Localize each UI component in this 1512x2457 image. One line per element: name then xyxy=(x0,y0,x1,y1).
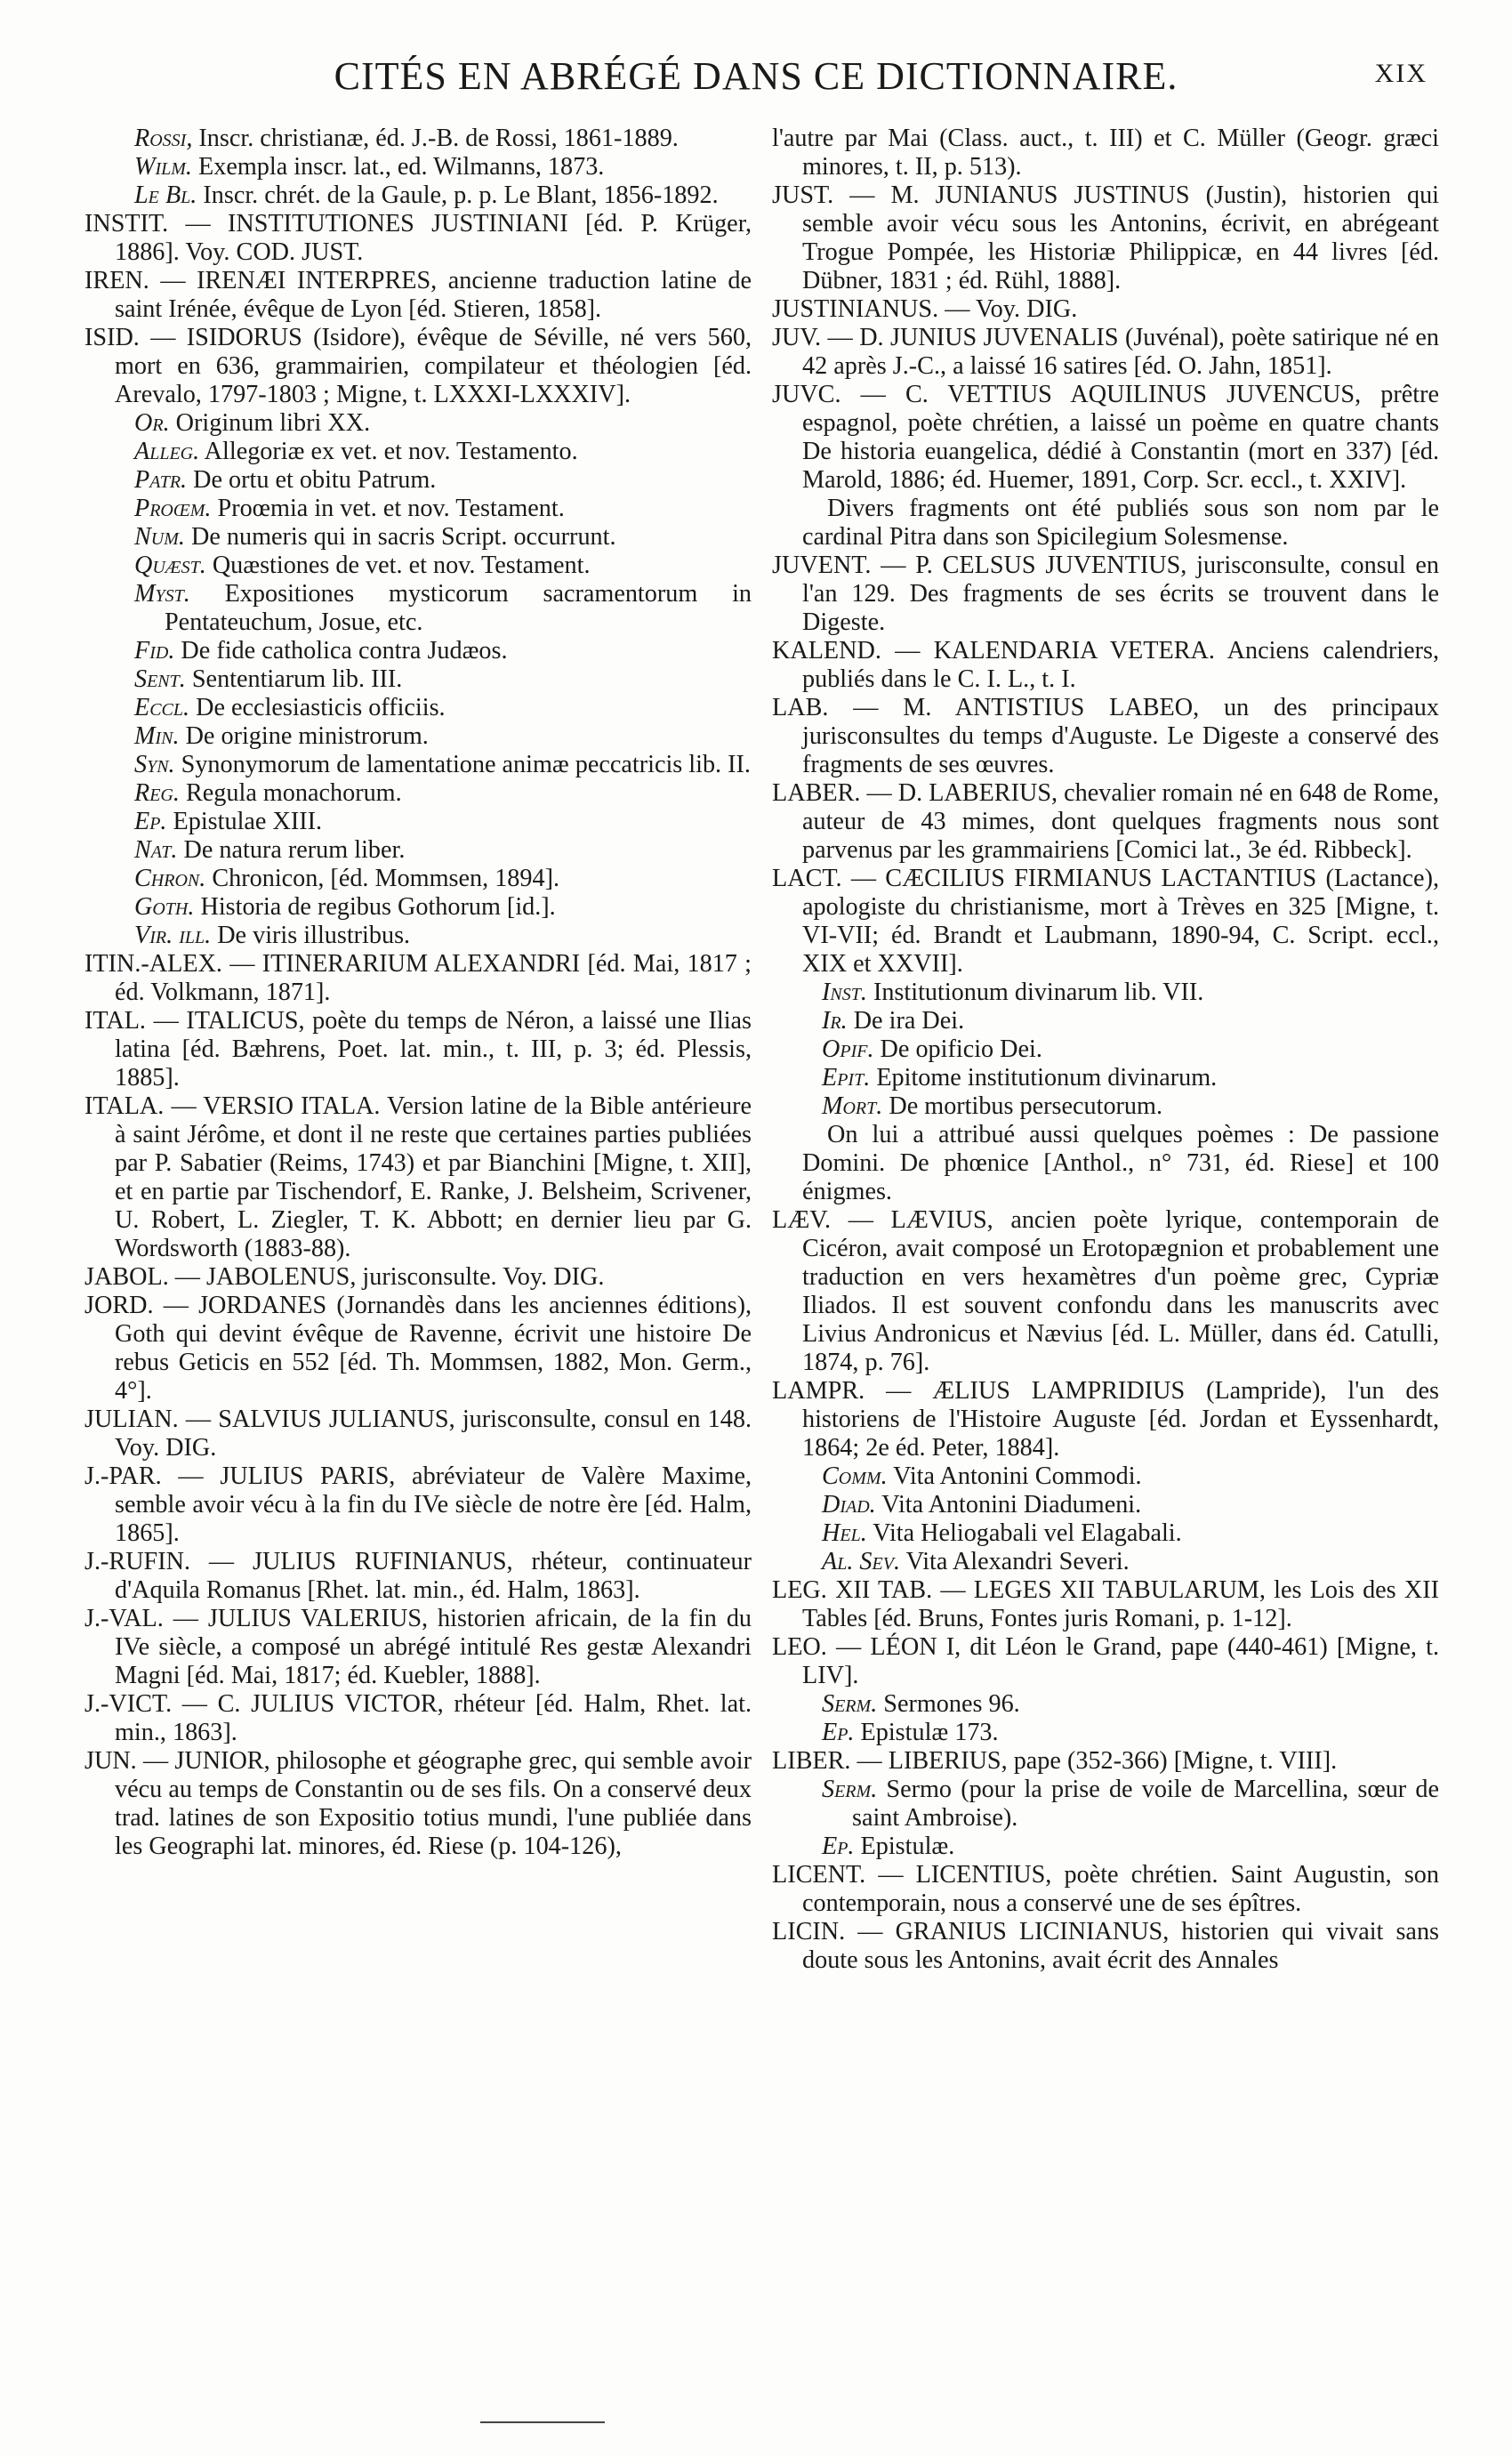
entry-text: Inscr. chrét. de la Gaule, p. p. Le Blant, 1856-1892. xyxy=(203,181,719,209)
entry-abbreviation: LICENT. xyxy=(772,1861,866,1889)
dictionary-entry xyxy=(772,1548,1439,1576)
dictionary-entry xyxy=(84,495,752,523)
entry-abbreviation: Serm. xyxy=(822,1690,878,1718)
dictionary-entry xyxy=(84,210,752,267)
dictionary-entry xyxy=(84,751,752,779)
entry-text: Exempla inscr. lat., ed. Wilmanns, 1873. xyxy=(198,153,605,181)
bottom-rule xyxy=(480,2421,605,2423)
dictionary-entry xyxy=(84,267,752,324)
entry-text: Vita Antonini Diadumeni. xyxy=(881,1491,1142,1519)
entry-abbreviation: Wilm. xyxy=(134,153,192,181)
entry-text: — ÆLIUS LAMPRIDIUS (Lampride), l'un des historiens de l'Histoire Auguste [éd. Jordan et Eyssenhardt, 1864; 2e éd. Peter, 1884]. xyxy=(802,1377,1439,1462)
entry-abbreviation: Sent. xyxy=(134,665,186,693)
entry-text: — JULIUS RUFINIANUS, rhéteur, continuateur d'Aquila Romanus [Rhet. lat. min., éd. Halm, 1863]. xyxy=(115,1548,752,1604)
entry-abbreviation: Proœm. xyxy=(134,495,212,522)
dictionary-entry xyxy=(84,722,752,751)
right-column xyxy=(772,125,1439,1975)
dictionary-entry xyxy=(84,1747,752,1861)
entry-abbreviation: J.-PAR. xyxy=(84,1462,162,1490)
dictionary-entry xyxy=(772,1206,1439,1377)
dictionary-entry xyxy=(772,1491,1439,1519)
entry-text: — M. ANTISTIUS LABEO, un des principaux jurisconsultes du temps d'Auguste. Le Digeste a conservé des fragments de ses œuvres. xyxy=(802,694,1439,778)
entry-text: — ITALICUS, poète du temps de Néron, a laissé une Ilias latina [éd. Bæhrens, Poet. lat. min., t. III, p. 3; éd. Plessis, 1885]. xyxy=(115,1007,752,1092)
entry-text: Synonymorum de lamentatione animæ peccatricis lib. II. xyxy=(181,751,751,778)
entry-text: Epitome institutionum divinarum. xyxy=(876,1064,1218,1092)
dictionary-entry xyxy=(772,1035,1439,1064)
entry-abbreviation: Patr. xyxy=(134,466,188,494)
entry-abbreviation: IREN. xyxy=(84,267,149,294)
entry-abbreviation: Al. Sev. xyxy=(822,1548,901,1575)
entry-text: De numeris qui in sacris Script. occurrunt. xyxy=(191,523,616,551)
entry-abbreviation: Inst. xyxy=(822,979,867,1006)
entry-abbreviation: Myst. xyxy=(134,580,190,608)
dictionary-entry xyxy=(772,1918,1439,1975)
entry-abbreviation: J.-VAL. xyxy=(84,1605,164,1632)
entry-abbreviation: Fid. xyxy=(134,637,175,665)
entry-abbreviation: JABOL. xyxy=(84,1263,169,1291)
entry-abbreviation: INSTIT. xyxy=(84,210,169,238)
entry-text: — ITINERARIUM ALEXANDRI [éd. Mai, 1817 ; éd. Volkmann, 1871]. xyxy=(115,950,752,1006)
entry-text: — LICENTIUS, poète chrétien. Saint Augustin, son contemporain, nous a conservé une de ses épîtres. xyxy=(802,1861,1439,1917)
dictionary-entry xyxy=(84,950,752,1007)
dictionary-entry xyxy=(84,153,752,181)
dictionary-entry xyxy=(84,324,752,409)
dictionary-entry xyxy=(84,523,752,552)
entry-text: Epistulæ. xyxy=(860,1833,955,1860)
entry-text: — Voy. DIG. xyxy=(945,295,1078,323)
entry-text: — SALVIUS JULIANUS, jurisconsulte, consul en 148. Voy. DIG. xyxy=(115,1406,752,1462)
entry-text: — JORDANES (Jornandès dans les anciennes éditions), Goth qui devint évêque de Ravenne, écrivit une histoire De rebus Geticis en 552 [éd. Th. Mommsen, 1882, Mon. Germ., 4°]. xyxy=(115,1292,752,1405)
entry-abbreviation: Chron. xyxy=(134,865,206,892)
entry-abbreviation: Opif. xyxy=(822,1035,874,1063)
entry-text: Vita Antonini Commodi. xyxy=(893,1462,1142,1490)
entry-abbreviation: JUST. xyxy=(772,181,834,209)
entry-abbreviation: JORD. xyxy=(84,1292,154,1319)
entry-abbreviation: J.-RUFIN. xyxy=(84,1548,191,1575)
entry-text: De ecclesiasticis officiis. xyxy=(196,694,446,721)
entry-abbreviation: Mort. xyxy=(822,1092,883,1120)
dictionary-entry xyxy=(84,125,752,153)
dictionary-entry xyxy=(772,979,1439,1007)
left-column xyxy=(84,125,752,1861)
entry-abbreviation: Ep. xyxy=(134,808,167,835)
entry-text: — JABOLENUS, jurisconsulte. Voy. DIG. xyxy=(174,1263,605,1291)
entry-abbreviation: Comm. xyxy=(822,1462,888,1490)
running-head xyxy=(0,53,1512,107)
entry-abbreviation: LEO. xyxy=(772,1633,827,1661)
entry-abbreviation: Alleg. xyxy=(134,438,200,465)
entry-abbreviation: LACT. xyxy=(772,865,842,892)
dictionary-entry xyxy=(84,552,752,580)
dictionary-entry xyxy=(84,466,752,495)
entry-text: — M. JUNIANUS JUSTINUS (Justin), historien qui semble avoir vécu sous les Antonins, écrivit, en abrégeant Trogue Pompée, les Historiæ Philippicæ, en 44 livres [éd. Dübner, 1831 ; éd. Rühl, 1888]. xyxy=(802,181,1439,294)
entry-abbreviation: LEG. XII TAB. xyxy=(772,1576,933,1604)
entry-abbreviation: ITAL. xyxy=(84,1007,146,1035)
entry-abbreviation: Rossi, xyxy=(134,125,193,152)
dictionary-entry xyxy=(772,1576,1439,1633)
entry-text: On lui a attribué aussi quelques poèmes : De passione Domini. De phœnice [Anthol., n° 731, éd. Riese] et 100 énigmes. xyxy=(802,1121,1439,1205)
entry-text: — JULIUS PARIS, abréviateur de Valère Maxime, semble avoir vécu à la fin du IVe siècle de notre ère [éd. Halm, 1865]. xyxy=(115,1462,752,1547)
entry-text: De viris illustribus. xyxy=(217,922,411,949)
entry-text: De origine ministrorum. xyxy=(185,722,429,750)
dictionary-entry xyxy=(772,381,1439,495)
dictionary-entry xyxy=(772,1833,1439,1861)
entry-text: Proœmia in vet. et nov. Testament. xyxy=(217,495,565,522)
entry-text: — LÉON I, dit Léon le Grand, pape (440-461) [Migne, t. LIV]. xyxy=(802,1633,1439,1689)
entry-abbreviation: JUSTINIANUS. xyxy=(772,295,939,323)
entry-abbreviation: Syn. xyxy=(134,751,175,778)
dictionary-entry xyxy=(84,808,752,836)
dictionary-entry xyxy=(84,922,752,950)
entry-abbreviation: Reg. xyxy=(134,779,180,807)
dictionary-entry xyxy=(772,1861,1439,1918)
entry-text: De ira Dei. xyxy=(853,1007,965,1035)
dictionary-entry xyxy=(84,1092,752,1263)
dictionary-entry xyxy=(84,580,752,637)
entry-abbreviation: Num. xyxy=(134,523,185,551)
dictionary-entry xyxy=(84,1462,752,1548)
dictionary-entry xyxy=(84,1605,752,1690)
entry-abbreviation: Epit. xyxy=(822,1064,871,1092)
dictionary-entry xyxy=(84,181,752,210)
dictionary-entry xyxy=(84,865,752,893)
entry-abbreviation: Eccl. xyxy=(134,694,190,721)
entry-text: Vita Heliogabali vel Elagabali. xyxy=(873,1519,1182,1547)
entry-abbreviation: Nat. xyxy=(134,836,178,864)
entry-text: Expositiones mysticorum sacramentorum in Pentateuchum, Josue, etc. xyxy=(165,580,752,636)
entry-text: Originum libri XX. xyxy=(175,409,371,437)
dictionary-entry xyxy=(772,1633,1439,1690)
entry-text: De opificio Dei. xyxy=(880,1035,1042,1063)
dictionary-entry xyxy=(84,836,752,865)
entry-abbreviation: J.-VICT. xyxy=(84,1690,173,1718)
entry-abbreviation: Goth. xyxy=(134,893,195,921)
entry-text: — D. JUNIUS JUVENALIS (Juvénal), poète satirique né en 42 après J.-C., a laissé 16 satires [éd. O. Jahn, 1851]. xyxy=(802,324,1439,380)
dictionary-entry xyxy=(772,1007,1439,1035)
entry-abbreviation: Ir. xyxy=(822,1007,848,1035)
entry-abbreviation: JUN. xyxy=(84,1747,137,1775)
entry-text: Epistulae XIII. xyxy=(173,808,323,835)
dictionary-entry xyxy=(772,1121,1439,1206)
dictionary-entry xyxy=(84,1406,752,1462)
entry-text: — LEGES XII TABULARUM, les Lois des XII Tables [éd. Bruns, Fontes juris Romani, p. 1-12]. xyxy=(802,1576,1440,1632)
dictionary-entry xyxy=(772,552,1439,637)
dictionary-entry xyxy=(84,1292,752,1406)
entry-text: De mortibus persecutorum. xyxy=(889,1092,1162,1120)
entry-text: — KALENDARIA VETERA. Anciens calendriers, publiés dans le C. I. L., t. I. xyxy=(802,637,1439,693)
entry-text: Divers fragments ont été publiés sous son nom par le cardinal Pitra dans son Spicilegium Solesmense. xyxy=(802,495,1439,551)
dictionary-entry xyxy=(772,1377,1439,1462)
entry-text: De natura rerum liber. xyxy=(183,836,406,864)
entry-text: l'autre par Mai (Class. auct., t. III) et C. Müller (Geogr. græci minores, t. II, p. 513). xyxy=(772,125,1439,181)
entry-abbreviation: LAMPR. xyxy=(772,1377,865,1405)
dictionary-entry xyxy=(772,637,1439,694)
dictionary-entry xyxy=(772,865,1439,979)
entry-abbreviation: LIBER. xyxy=(772,1747,851,1775)
entry-abbreviation: ISID. xyxy=(84,324,140,351)
dictionary-entry xyxy=(84,637,752,665)
dictionary-entry xyxy=(84,1007,752,1092)
entry-text: Institutionum divinarum lib. VII. xyxy=(873,979,1204,1006)
entry-abbreviation: LAB. xyxy=(772,694,829,721)
entry-text: — JULIUS VALERIUS, historien africain, de la fin du IVe siècle, a composé un abrégé intitulé Res gestæ Alexandri Magni [éd. Mai, 1817; éd. Kuebler, 1888]. xyxy=(115,1605,752,1689)
entry-text: — LIBERIUS, pape (352-366) [Migne, t. VIII]. xyxy=(857,1747,1338,1775)
entry-text: — ISIDORUS (Isidore), évêque de Séville, né vers 560, mort en 636, grammairien, compilateur et théologien [éd. Arevalo, 1797-1803 ; Migne, t. LXXXI-LXXXIV]. xyxy=(115,324,752,408)
dictionary-entry xyxy=(772,694,1439,779)
entry-text: — INSTITUTIONES JUSTINIANI [éd. P. Krüger, 1886]. Voy. COD. JUST. xyxy=(115,210,752,266)
entry-abbreviation: Serm. xyxy=(822,1776,878,1803)
entry-text: Regula monachorum. xyxy=(185,779,402,807)
page-title: CITÉS EN ABRÉGÉ DANS CE DICTIONNAIRE. xyxy=(334,54,1178,98)
entry-abbreviation: Ep. xyxy=(822,1719,855,1746)
entry-text: Sententiarum lib. III. xyxy=(191,665,403,693)
entry-text: — VERSIO ITALA. Version latine de la Bible antérieure à saint Jérôme, et dont il ne reste que certaines parties publiées par P. Sabatier (Reims, 1743) et par Bianchini [Migne, t. XII], et en partie par Tischendorf, E. Ranke, J. Belsheim, Scrivener, U. Robert, L. Ziegler, T. K. Abbott; en dernier lieu par G. Wordsworth (1883-88). xyxy=(115,1092,752,1262)
dictionary-entry xyxy=(772,1776,1439,1833)
entry-abbreviation: Vir. ill. xyxy=(134,922,212,949)
entry-text: — CÆCILIUS FIRMIANUS LACTANTIUS (Lactance), apologiste du christianisme, mort à Trèves en 325 [Migne, t. VI-VII; éd. Brandt et Laubmann, 1890-94, C. Script. eccl., XIX et XXVII]. xyxy=(802,865,1440,978)
entry-text: — GRANIUS LICINIANUS, historien qui vivait sans doute sous les Antonins, avait écrit des Annales xyxy=(802,1918,1440,1974)
dictionary-entry xyxy=(84,1263,752,1292)
entry-abbreviation: Quæst. xyxy=(134,552,206,579)
entry-abbreviation: Or. xyxy=(134,409,170,437)
dictionary-entry xyxy=(772,1462,1439,1491)
entry-text: Allegoriæ ex vet. et nov. Testamento. xyxy=(204,438,578,465)
dictionary-entry xyxy=(84,694,752,722)
dictionary-entry xyxy=(772,295,1439,324)
entry-text: — C. VETTIUS AQUILINUS JUVENCUS, prêtre espagnol, poète chrétien, a laissé un poème en quatre chants De historia euangelica, dédié à Constantin (mort en 337) [éd. Marold, 1886; éd. Huemer, 1891, Corp. Scr. eccl., t. XXIV]. xyxy=(802,381,1439,494)
dictionary-entry xyxy=(772,1092,1439,1121)
entry-abbreviation: ITIN.-ALEX. xyxy=(84,950,222,978)
entry-text: Chronicon, [éd. Mommsen, 1894]. xyxy=(212,865,560,892)
dictionary-entry xyxy=(772,1064,1439,1092)
entry-text: Sermones 96. xyxy=(883,1690,1020,1718)
entry-abbreviation: Ep. xyxy=(822,1833,855,1860)
entry-abbreviation: JUV. xyxy=(772,324,822,351)
entry-abbreviation: Min. xyxy=(134,722,180,750)
entry-text: — IRENÆI INTERPRES, ancienne traduction latine de saint Irénée, évêque de Lyon [éd. Stieren, 1858]. xyxy=(115,267,752,323)
dictionary-entry xyxy=(772,1719,1439,1747)
entry-text: Quæstiones de vet. et nov. Testament. xyxy=(212,552,591,579)
dictionary-entry xyxy=(84,1690,752,1747)
dictionary-entry xyxy=(84,665,752,694)
entry-abbreviation: Hel. xyxy=(822,1519,867,1547)
dictionary-entry xyxy=(772,181,1439,295)
entry-abbreviation: ITALA. xyxy=(84,1092,165,1120)
dictionary-entry xyxy=(772,779,1439,865)
dictionary-entry xyxy=(84,1548,752,1605)
entry-abbreviation: LÆV. xyxy=(772,1206,832,1234)
entry-text: — LÆVIUS, ancien poète lyrique, contemporain de Cicéron, avait composé un Erotopægnion et probablement une traduction en vers hexamètres d'un poème grec, Cypriæ Iliados. Il est souvent confondu dans les manuscrits avec Livius Andronicus et Nævius [éd. L. Müller, dans éd. Catulli, 1874, p. 76]. xyxy=(802,1206,1439,1376)
dictionary-entry xyxy=(772,1747,1439,1776)
dictionary-entry xyxy=(84,409,752,438)
entry-abbreviation: Le Bl. xyxy=(134,181,197,209)
entry-abbreviation: KALEND. xyxy=(772,637,881,665)
entry-text: De ortu et obitu Patrum. xyxy=(193,466,437,494)
entry-abbreviation: Diad. xyxy=(822,1491,876,1519)
dictionary-entry xyxy=(772,495,1439,552)
entry-text: — JUNIOR, philosophe et géographe grec, qui semble avoir vécu au temps de Constantin ou de ses fils. On a conservé deux trad. latines de son Expositio totius mundi, l'une publiée dans les Geographi lat. minores, éd. Riese (p. 104-126), xyxy=(115,1747,752,1860)
dictionary-entry xyxy=(772,1690,1439,1719)
entry-text: — P. CELSUS JUVENTIUS, jurisconsulte, consul en l'an 129. Des fragments de ses écrits se trouvent dans le Digeste. xyxy=(802,552,1440,636)
dictionary-entry xyxy=(84,438,752,466)
dictionary-entry xyxy=(84,779,752,808)
entry-abbreviation: LICIN. xyxy=(772,1918,846,1945)
entry-abbreviation: LABER. xyxy=(772,779,861,807)
entry-abbreviation: JULIAN. xyxy=(84,1406,179,1433)
entry-text: — D. LABERIUS, chevalier romain né en 648 de Rome, auteur de 43 mimes, dont quelques fragments nous sont parvenus par les grammairiens [Comici lat., 3e éd. Ribbeck]. xyxy=(802,779,1440,864)
dictionary-entry xyxy=(772,324,1439,381)
entry-text: — C. JULIUS VICTOR, rhéteur [éd. Halm, Rhet. lat. min., 1863]. xyxy=(115,1690,752,1746)
dictionary-entry xyxy=(772,125,1439,181)
entry-text: Epistulæ 173. xyxy=(860,1719,999,1746)
entry-text: Vita Alexandri Severi. xyxy=(905,1548,1130,1575)
entry-text: Historia de regibus Gothorum [id.]. xyxy=(200,893,556,921)
dictionary-entry xyxy=(772,1519,1439,1548)
entry-text: De fide catholica contra Judæos. xyxy=(181,637,508,665)
entry-text: Sermo (pour la prise de voile de Marcellina, sœur de saint Ambroise). xyxy=(852,1776,1439,1832)
page-number: XIX xyxy=(1374,59,1428,88)
dictionary-entry xyxy=(84,893,752,922)
entry-abbreviation: JUVC. xyxy=(772,381,841,408)
entry-text: Inscr. christianæ, éd. J.-B. de Rossi, 1861-1889. xyxy=(198,125,679,152)
entry-abbreviation: JUVENT. xyxy=(772,552,872,579)
